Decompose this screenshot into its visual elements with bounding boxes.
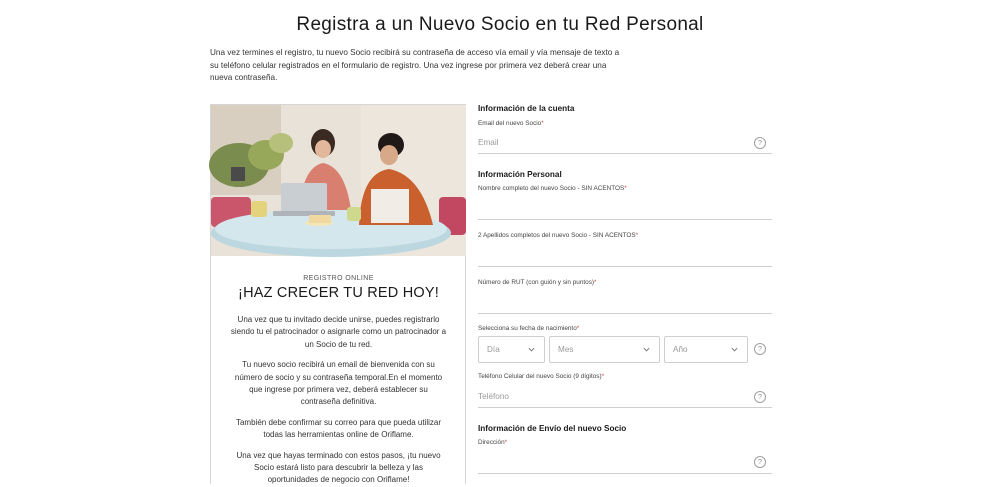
question-circle-icon[interactable]: ? — [754, 137, 766, 149]
chevron-down-icon — [643, 346, 650, 353]
address-label: Dirección* — [478, 439, 508, 446]
question-circle-icon[interactable]: ? — [754, 343, 766, 355]
month-select-value: Mes — [558, 345, 574, 354]
promo-paragraph: También debe confirmar su correo para que pueda utilizar todas las herramientas online de Oriflame. — [235, 417, 441, 440]
intro-text: Una vez termines el registro, tu nuevo Socio recibirá su contraseña de acceso vía email y vía mensaje de texto a su teléfono celular registrados en el formulario de registro. Una vez ingrese por primera vez deberá crear una nueva contraseña. — [210, 48, 620, 83]
promo-photo — [211, 105, 466, 256]
registration-form — [478, 0, 772, 478]
year-select[interactable] — [664, 336, 748, 363]
shipping-section-title: Información de Envío del nuevo Socio — [478, 424, 627, 433]
rut-field[interactable] — [478, 292, 772, 314]
name-field[interactable] — [478, 198, 772, 220]
month-select[interactable] — [549, 336, 660, 363]
phone-label: Teléfono Celular del nuevo Socio (9 dígitos)* — [478, 373, 605, 380]
promo-card — [210, 104, 466, 484]
promo-paragraph: Tu nuevo socio recibirá un email de bienvenida con su número de socio y su contraseña temporal.En el momento que ingrese por primera vez, deberá establecer su contraseña definitiva. — [234, 360, 443, 407]
personal-section-title: Información Personal — [478, 170, 562, 179]
promo-text — [211, 275, 466, 487]
birthdate-label: Selecciona su fecha de nacimiento* — [478, 325, 580, 332]
account-section-title: Información de la cuenta — [478, 104, 575, 113]
question-circle-icon[interactable]: ? — [754, 456, 766, 468]
question-circle-icon[interactable]: ? — [754, 391, 766, 403]
year-select-value: Año — [673, 345, 688, 354]
promo-headline: ¡HAZ CRECER TU RED HOY! — [238, 285, 439, 301]
email-label: Email del nuevo Socio* — [478, 120, 544, 127]
promo-kicker: REGISTRO ONLINE — [303, 275, 374, 282]
promo-paragraph: Una vez que hayas terminado con estos pasos, ¡tu nuevo Socio estará listo para descubrir la belleza y las oportunidades de negocio con Oriflame! — [236, 450, 441, 485]
page-title: Registra a un Nuevo Socio en tu Red Personal — [296, 14, 704, 35]
promo-paragraph: Una vez que tu invitado decide unirse, puedes registrarlo siendo tu el patrocinador o asignarle como un patrocinador a un Socio de tu red. — [230, 315, 447, 349]
surname-label: 2 Apellidos completos del nuevo Socio - SIN ACENTOS* — [478, 232, 639, 239]
name-label: Nombre completo del nuevo Socio - SIN ACENTOS* — [478, 185, 627, 192]
email-field[interactable] — [478, 132, 772, 154]
day-select-value: Día — [487, 345, 500, 354]
rut-label: Número de RUT (con guión y sin puntos)* — [478, 279, 597, 286]
address-field[interactable] — [478, 452, 772, 474]
chevron-down-icon — [528, 346, 535, 353]
phone-field[interactable] — [478, 386, 772, 408]
day-select[interactable] — [478, 336, 545, 363]
surname-field[interactable] — [478, 245, 772, 267]
chevron-down-icon — [731, 346, 738, 353]
